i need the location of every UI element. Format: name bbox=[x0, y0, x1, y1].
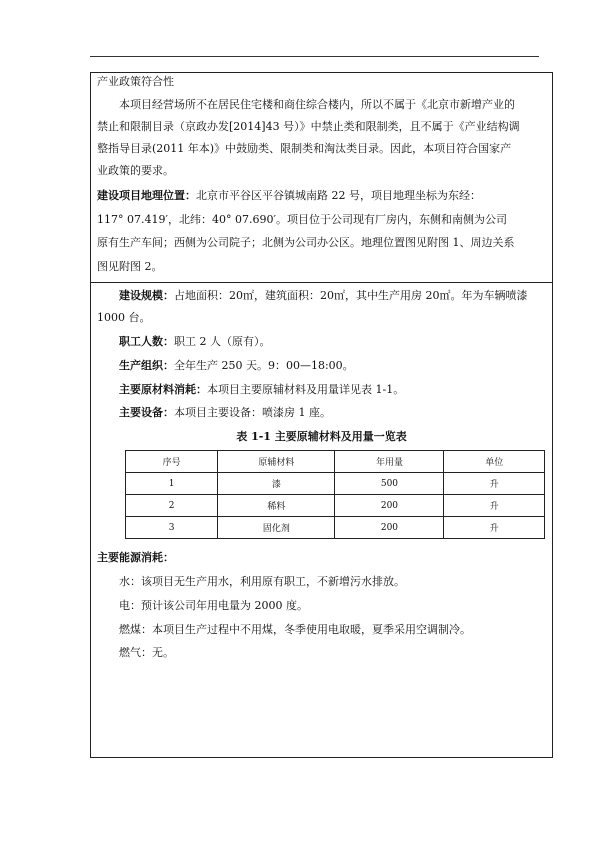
table-caption: 表 1-1 主要原辅材料及用量一览表 bbox=[236, 430, 407, 443]
organization-line bbox=[119, 357, 354, 375]
header-rule bbox=[90, 56, 539, 57]
materials-line bbox=[119, 381, 404, 399]
scale-label: 建设规模： bbox=[119, 289, 174, 302]
header-cell-unit: 单位 bbox=[444, 451, 545, 473]
location-line: 原有生产车间；西侧为公司院子；北侧为公司办公区。地理位置图见附图 1、周边关系 bbox=[97, 236, 515, 249]
table-cell: 升 bbox=[444, 517, 545, 539]
table-row bbox=[126, 473, 545, 495]
table-cell: 升 bbox=[444, 495, 545, 517]
scale-text: 占地面积：20㎡，建筑面积：20㎡，其中生产用房 20㎡。年为车辆喷漆 bbox=[174, 289, 528, 302]
materials-text: 本项目主要原辅材料及用量详见表 1-1。 bbox=[207, 383, 405, 396]
energy-coal: 燃煤：本项目生产过程中不用煤，冬季使用电取暖，夏季采用空调制冷。 bbox=[119, 623, 471, 636]
equipment-text: 本项目主要设备：喷漆房 1 座。 bbox=[174, 406, 331, 419]
staff-text: 职工 2 人（原有）。 bbox=[174, 335, 271, 348]
table-header-row bbox=[126, 451, 545, 473]
table-cell: 200 bbox=[335, 495, 444, 517]
table-cell: 1 bbox=[126, 473, 218, 495]
policy-line: 本项目经营场所不在居民住宅楼和商住综合楼内，所以不属于《北京市新增产业的 bbox=[119, 98, 515, 111]
equipment-label: 主要设备： bbox=[119, 406, 174, 419]
table-cell: 3 bbox=[126, 517, 218, 539]
content-frame bbox=[90, 72, 553, 758]
industry-policy-section bbox=[91, 73, 552, 283]
policy-heading: 产业政策符合性 bbox=[97, 75, 174, 88]
organization-text: 全年生产 250 天。9：00—18:00。 bbox=[174, 359, 354, 372]
scale-line-2: 1000 台。 bbox=[97, 311, 151, 324]
policy-line: 整指导目录(2011 年本)》中鼓励类、限制类和淘汰类目录。因此，本项目符合国家产 bbox=[97, 142, 512, 155]
header-cell-material: 原辅材料 bbox=[218, 451, 335, 473]
staff-label: 职工人数： bbox=[119, 335, 174, 348]
organization-label: 生产组织： bbox=[119, 359, 174, 372]
header-cell-index: 序号 bbox=[126, 451, 218, 473]
materials-table bbox=[125, 450, 545, 539]
table-cell: 升 bbox=[444, 473, 545, 495]
table-cell: 固化剂 bbox=[218, 517, 335, 539]
table-cell: 2 bbox=[126, 495, 218, 517]
location-line: 117° 07.419′，北纬：40° 07.690′。项目位于公司现有厂房内，东侧和南侧为公司 bbox=[97, 213, 507, 226]
location-line: 图见附图 2。 bbox=[97, 260, 163, 273]
equipment-line bbox=[119, 404, 331, 422]
policy-line: 禁止和限制目录（京政办发[2014]43 号）》中禁止类和限制类，且不属于《产业结构调 bbox=[97, 120, 520, 133]
materials-label: 主要原材料消耗： bbox=[119, 383, 207, 396]
energy-gas: 燃气：无。 bbox=[119, 646, 174, 659]
table-row bbox=[126, 517, 545, 539]
table-cell: 200 bbox=[335, 517, 444, 539]
policy-line: 业政策的要求。 bbox=[97, 164, 174, 177]
scale-line bbox=[119, 287, 528, 305]
energy-water: 水：该项目无生产用水，利用原有职工，不新增污水排放。 bbox=[119, 575, 405, 588]
header-cell-annual-usage: 年用量 bbox=[335, 451, 444, 473]
location-line bbox=[97, 187, 481, 205]
table-cell: 500 bbox=[335, 473, 444, 495]
table-cell: 稀料 bbox=[218, 495, 335, 517]
location-text: 北京市平谷区平谷镇城南路 22 号，项目地理坐标为东经： bbox=[196, 189, 481, 202]
table-cell: 漆 bbox=[218, 473, 335, 495]
table-row bbox=[126, 495, 545, 517]
location-label: 建设项目地理位置： bbox=[97, 189, 196, 202]
energy-electricity: 电：预计该公司年用电量为 2000 度。 bbox=[119, 599, 308, 612]
staff-line bbox=[119, 333, 271, 351]
energy-heading: 主要能源消耗： bbox=[97, 551, 174, 564]
